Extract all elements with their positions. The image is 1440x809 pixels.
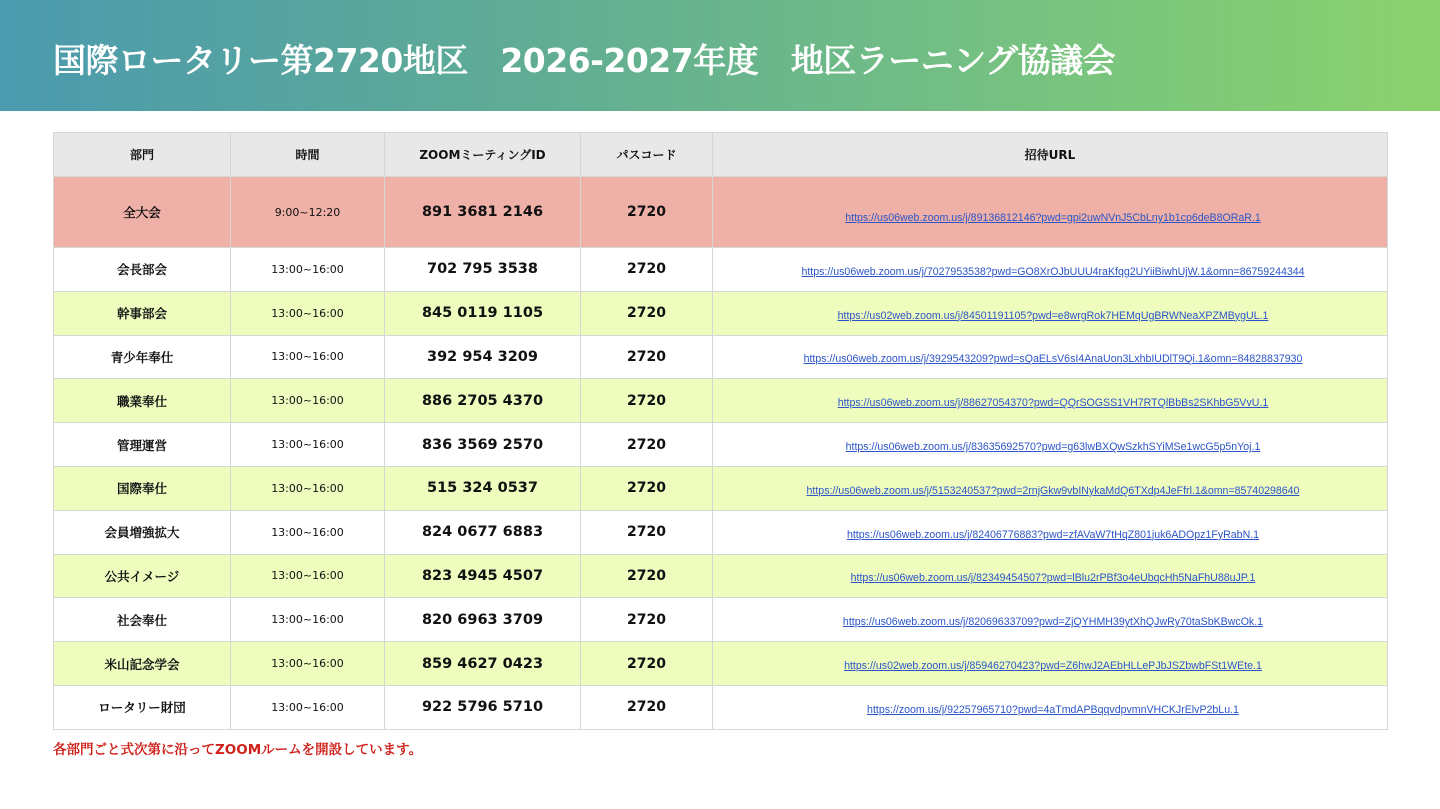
invite-url-link[interactable]: https://us06web.zoom.us/j/82349454507?pwd=lBlu2rPBf3o4eUbqcHh5NaFhU88uJP.1 — [850, 572, 1256, 585]
invite-url-cell — [713, 248, 1388, 292]
passcode-cell: 2720 — [581, 379, 713, 423]
time-cell: 13:00~16:00 — [231, 598, 385, 642]
dept-cell: 幹事部会 — [54, 291, 231, 335]
passcode-cell: 2720 — [581, 335, 713, 379]
table-header-row — [54, 133, 1388, 177]
meeting-id-cell: 824 0677 6883 — [385, 510, 581, 554]
table-row — [54, 642, 1388, 686]
dept-cell: 全大会 — [54, 177, 231, 248]
invite-url-link[interactable]: https://us06web.zoom.us/j/82406776883?pwd=zfAVaW7tHqZ801juk6ADOpz1FyRabN.1 — [846, 528, 1260, 541]
table-row — [54, 291, 1388, 335]
invite-url-link[interactable]: https://us06web.zoom.us/j/3929543209?pwd=sQaELsV6sI4AnaUon3LxhbIUDlT9Qi.1&omn=84828837930 — [803, 353, 1303, 366]
meeting-id-cell: 836 3569 2570 — [385, 423, 581, 467]
invite-url-link[interactable]: https://us06web.zoom.us/j/88627054370?pwd=QQrSOGSS1VH7RTQlBbBs2SKhbG5VvU.1 — [837, 397, 1269, 410]
meeting-id-cell: 922 5796 5710 — [385, 685, 581, 729]
page-title: 国際ロータリー第2720地区 2026-2027年度 地区ラーニング協議会 — [53, 41, 1116, 80]
invite-url-cell — [713, 642, 1388, 686]
meeting-id-cell: 820 6963 3709 — [385, 598, 581, 642]
invite-url-cell — [713, 466, 1388, 510]
table-row — [54, 554, 1388, 598]
time-cell: 13:00~16:00 — [231, 248, 385, 292]
column-header-meeting-id: ZOOMミーティングID — [385, 133, 581, 177]
passcode-cell: 2720 — [581, 685, 713, 729]
invite-url-cell — [713, 598, 1388, 642]
passcode-cell: 2720 — [581, 510, 713, 554]
header-banner — [0, 0, 1440, 111]
meeting-id-cell: 891 3681 2146 — [385, 177, 581, 248]
time-cell: 13:00~16:00 — [231, 510, 385, 554]
invite-url-link[interactable]: https://us06web.zoom.us/j/7027953538?pwd=GO8XrOJbUUU4raKfqg2UYiiBiwhUjW.1&omn=86759244344 — [801, 265, 1305, 278]
table-row — [54, 335, 1388, 379]
invite-url-cell — [713, 177, 1388, 248]
meeting-id-cell: 823 4945 4507 — [385, 554, 581, 598]
time-cell: 9:00~12:20 — [231, 177, 385, 248]
invite-url-cell — [713, 685, 1388, 729]
table-row — [54, 248, 1388, 292]
invite-url-cell — [713, 379, 1388, 423]
passcode-cell: 2720 — [581, 177, 713, 248]
invite-url-link[interactable]: https://us06web.zoom.us/j/5153240537?pwd=2rnjGkw9vbINykaMdQ6TXdp4JeFfrl.1&omn=85740298640 — [806, 484, 1300, 497]
time-cell: 13:00~16:00 — [231, 291, 385, 335]
time-cell: 13:00~16:00 — [231, 423, 385, 467]
invite-url-cell — [713, 510, 1388, 554]
dept-cell: 会員増強拡大 — [54, 510, 231, 554]
meeting-id-cell: 886 2705 4370 — [385, 379, 581, 423]
column-header-time: 時間 — [231, 133, 385, 177]
dept-cell: 管理運営 — [54, 423, 231, 467]
invite-url-link[interactable]: https://us02web.zoom.us/j/84501191105?pwd=e8wrgRok7HEMqUgBRWNeaXPZMBygUL.1 — [837, 309, 1269, 322]
table-row — [54, 423, 1388, 467]
meeting-id-cell: 845 0119 1105 — [385, 291, 581, 335]
table-row — [54, 685, 1388, 729]
column-header-passcode: パスコード — [581, 133, 713, 177]
invite-url-link[interactable]: https://us02web.zoom.us/j/85946270423?pwd=Z6hwJ2AEbHLLePJbJSZbwbFSt1WEte.1 — [844, 660, 1262, 673]
table-row — [54, 177, 1388, 248]
column-header-dept: 部門 — [54, 133, 231, 177]
invite-url-cell — [713, 291, 1388, 335]
passcode-cell: 2720 — [581, 598, 713, 642]
invite-url-cell — [713, 423, 1388, 467]
meeting-id-cell: 515 324 0537 — [385, 466, 581, 510]
table-row — [54, 379, 1388, 423]
invite-url-link[interactable]: https://zoom.us/j/92257965710?pwd=4aTmdAPBqqvdpvmnVHCKJrElvP2bLu.1 — [867, 703, 1239, 716]
passcode-cell: 2720 — [581, 248, 713, 292]
passcode-cell: 2720 — [581, 642, 713, 686]
time-cell: 13:00~16:00 — [231, 642, 385, 686]
invite-url-link[interactable]: https://us06web.zoom.us/j/82069633709?pwd=ZjQYHMH39ytXhQJwRy70taSbKBwcOk.1 — [842, 616, 1264, 629]
passcode-cell: 2720 — [581, 423, 713, 467]
dept-cell: 公共イメージ — [54, 554, 231, 598]
time-cell: 13:00~16:00 — [231, 554, 385, 598]
meeting-id-cell: 702 795 3538 — [385, 248, 581, 292]
footnote: 各部門ごと式次第に沿ってZOOMルームを開設しています。 — [53, 742, 423, 758]
invite-url-cell — [713, 335, 1388, 379]
dept-cell: 社会奉仕 — [54, 598, 231, 642]
dept-cell: 会長部会 — [54, 248, 231, 292]
dept-cell: 米山記念学会 — [54, 642, 231, 686]
invite-url-cell — [713, 554, 1388, 598]
table-row — [54, 598, 1388, 642]
table-row — [54, 466, 1388, 510]
dept-cell: ロータリー財団 — [54, 685, 231, 729]
meeting-id-cell: 859 4627 0423 — [385, 642, 581, 686]
time-cell: 13:00~16:00 — [231, 379, 385, 423]
time-cell: 13:00~16:00 — [231, 335, 385, 379]
dept-cell: 国際奉仕 — [54, 466, 231, 510]
meeting-id-cell: 392 954 3209 — [385, 335, 581, 379]
table-row — [54, 510, 1388, 554]
column-header-invite-url: 招待URL — [713, 133, 1388, 177]
dept-cell: 職業奉仕 — [54, 379, 231, 423]
dept-cell: 青少年奉仕 — [54, 335, 231, 379]
passcode-cell: 2720 — [581, 554, 713, 598]
passcode-cell: 2720 — [581, 466, 713, 510]
zoom-schedule-table — [53, 132, 1388, 730]
time-cell: 13:00~16:00 — [231, 466, 385, 510]
passcode-cell: 2720 — [581, 291, 713, 335]
invite-url-link[interactable]: https://us06web.zoom.us/j/89136812146?pwd=gpi2uwNVnJ5CbLny1b1cp6deB8ORaR.1 — [845, 212, 1261, 224]
time-cell: 13:00~16:00 — [231, 685, 385, 729]
invite-url-link[interactable]: https://us06web.zoom.us/j/83635692570?pwd=g63lwBXQwSzkhSYiMSe1wcG5p5nYoj.1 — [845, 441, 1261, 454]
